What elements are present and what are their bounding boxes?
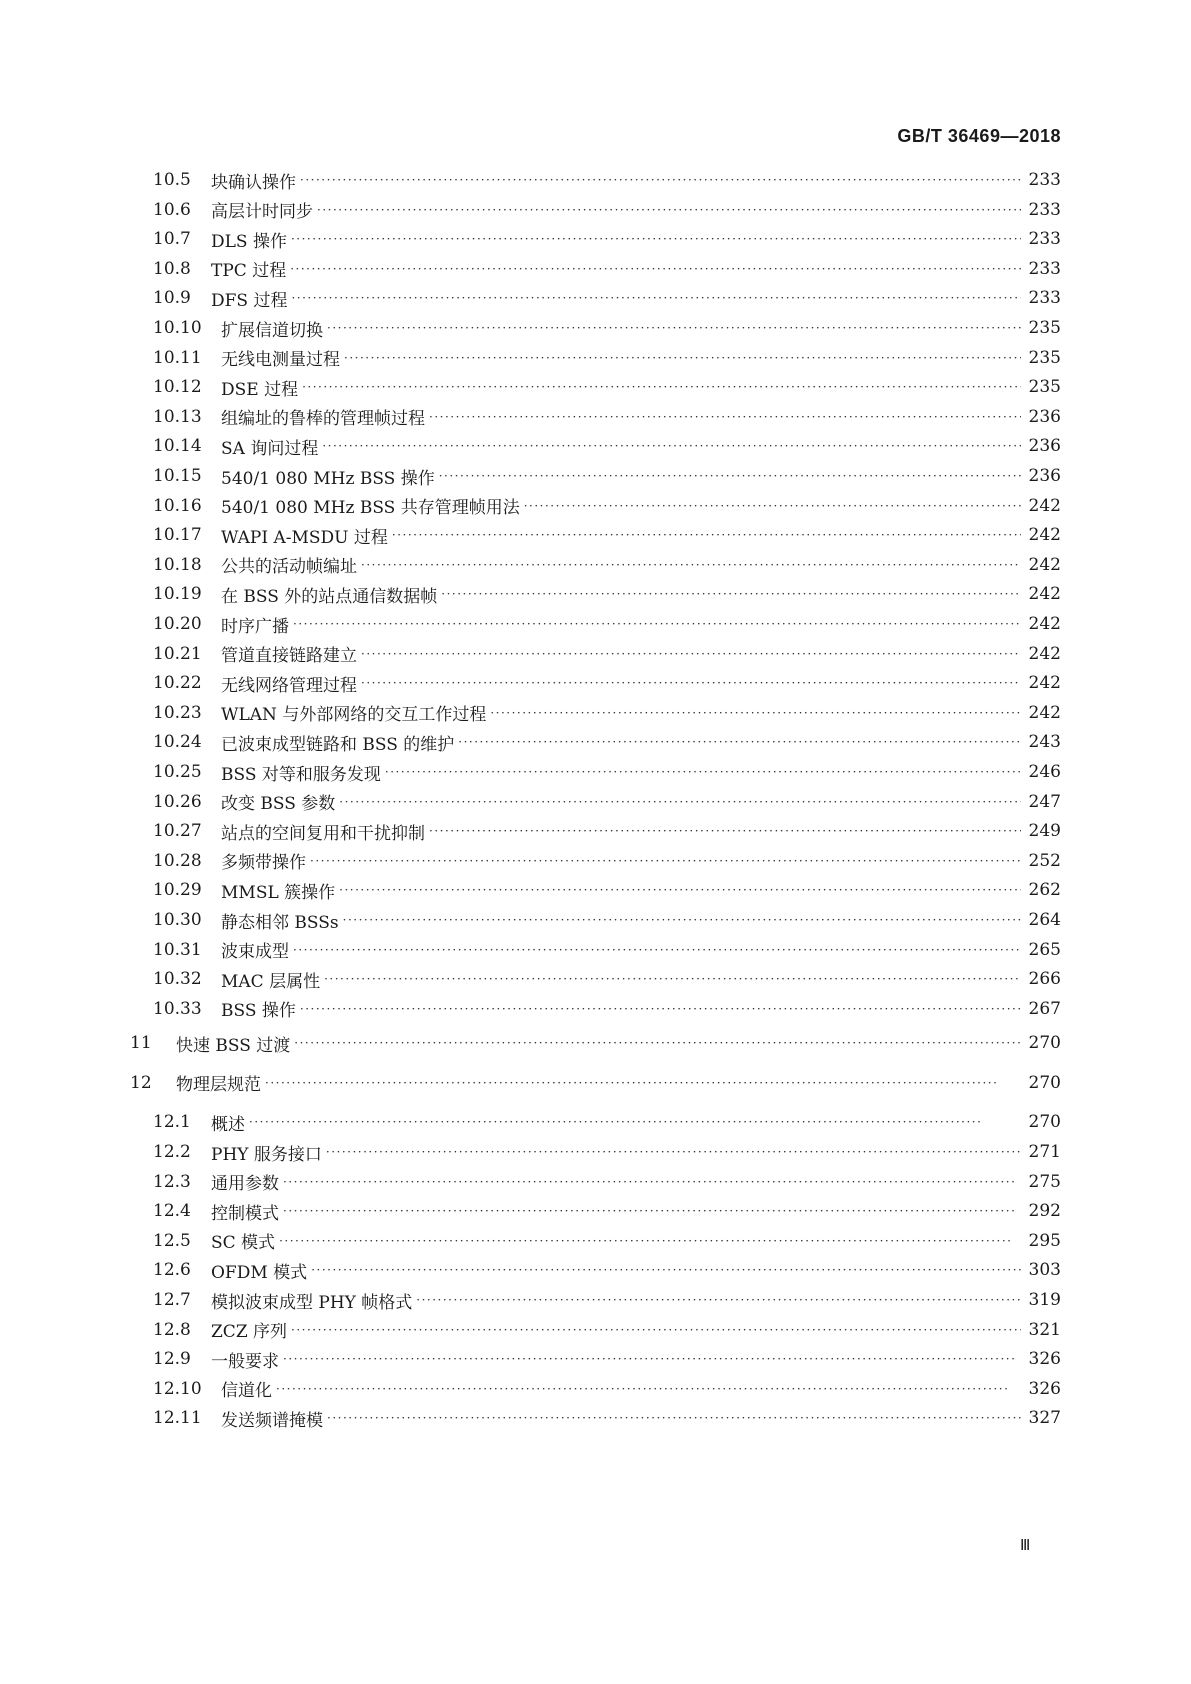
toc-entry[interactable] <box>153 700 1061 726</box>
toc-entry-title: 模拟波束成型 PHY 帧格式 <box>211 1292 413 1313</box>
toc-leader-dots <box>490 700 1021 726</box>
toc-entry-number: 10.30 <box>153 910 202 930</box>
toc-entry-title: PHY 服务接口 <box>211 1144 322 1165</box>
toc-entry-number: 12.7 <box>153 1290 191 1310</box>
toc-entry-number: 10.8 <box>153 258 191 279</box>
toc-entry[interactable] <box>153 789 1061 815</box>
toc-leader-dots <box>265 1070 1021 1096</box>
toc-entry[interactable] <box>153 1317 1061 1343</box>
toc-entry-number: 10.19 <box>153 584 202 605</box>
toc-entry-page: 242 <box>1028 614 1061 634</box>
toc-entry-page: 242 <box>1028 702 1061 723</box>
toc-entry-page: 242 <box>1028 495 1061 516</box>
toc-entry[interactable] <box>130 1030 1061 1056</box>
toc-entry[interactable] <box>153 937 1061 963</box>
toc-entry-title: 时序广播 <box>221 616 289 637</box>
toc-leader-dots <box>290 256 1021 282</box>
toc-leader-dots <box>392 522 1021 548</box>
page-number: Ⅲ <box>1020 1538 1031 1554</box>
toc-leader-dots <box>293 611 1021 637</box>
toc-leader-dots <box>327 315 1021 341</box>
toc-entry[interactable] <box>153 848 1061 874</box>
toc-entry-page: 262 <box>1028 880 1061 901</box>
toc-entry-number: 12.8 <box>153 1319 191 1340</box>
toc-entry[interactable] <box>153 197 1061 223</box>
toc-entry-page: 242 <box>1028 673 1061 694</box>
toc-entry[interactable] <box>153 966 1061 992</box>
toc-entry-number: 10.26 <box>153 791 202 812</box>
toc-entry[interactable] <box>153 552 1061 578</box>
toc-entry[interactable] <box>153 1169 1061 1195</box>
toc-entry-title: 公共的活动帧编址 <box>221 557 357 578</box>
toc-leader-dots <box>283 1169 1021 1195</box>
toc-leader-dots <box>429 818 1021 844</box>
toc-entry-page: 246 <box>1028 762 1061 782</box>
toc-entry-page: 242 <box>1028 554 1061 575</box>
toc-leader-dots <box>276 1376 1021 1402</box>
toc-entry-title: DFS 过程 <box>211 290 288 311</box>
toc-entry-title: 540/1 080 MHz BSS 共存管理帧用法 <box>221 498 520 519</box>
toc-entry-number: 10.31 <box>153 939 202 960</box>
toc-entry-page: 236 <box>1028 466 1061 486</box>
toc-entry-number: 10.22 <box>153 673 202 694</box>
toc-entry-title: WLAN 与外部网络的交互工作过程 <box>221 705 487 726</box>
toc-entry-title: 发送频谱掩模 <box>221 1410 323 1431</box>
toc-entry-title: 540/1 080 MHz BSS 操作 <box>221 468 435 489</box>
toc-entry[interactable] <box>153 759 1061 785</box>
toc-entry-page: 233 <box>1028 229 1061 250</box>
toc-entry-number: 10.33 <box>153 998 202 1019</box>
toc-entry-number: 10.17 <box>153 525 202 546</box>
toc-entry-title: MAC 层属性 <box>221 971 321 992</box>
toc-entry-title: 一般要求 <box>211 1351 279 1372</box>
toc-entry[interactable] <box>153 1139 1061 1165</box>
toc-entry-page: 249 <box>1028 821 1061 842</box>
toc-entry-number: 10.5 <box>153 170 191 190</box>
toc-entry-page: 266 <box>1028 969 1061 990</box>
toc-entry-page: 321 <box>1028 1319 1061 1340</box>
toc-entry-page: 319 <box>1028 1290 1061 1310</box>
toc-leader-dots <box>324 966 1021 992</box>
toc-leader-dots <box>291 285 1021 311</box>
toc-entry[interactable] <box>153 581 1061 607</box>
toc-entry-number: 10.7 <box>153 229 191 250</box>
toc-entry-title: 概述 <box>211 1114 245 1135</box>
toc-leader-dots <box>524 493 1021 519</box>
toc-entry-page: 271 <box>1028 1142 1061 1162</box>
toc-entry-page: 270 <box>1028 1072 1061 1093</box>
toc-entry-title: 扩展信道切换 <box>221 320 323 341</box>
toc-entry[interactable] <box>153 907 1061 933</box>
toc-leader-dots <box>361 670 1021 696</box>
toc-entry-page: 265 <box>1028 939 1061 960</box>
toc-entry-number: 10.14 <box>153 436 202 457</box>
toc-leader-dots <box>317 197 1021 223</box>
toc-leader-dots <box>327 1405 1021 1431</box>
toc-entry-page: 295 <box>1028 1230 1061 1251</box>
toc-leader-dots <box>385 759 1021 785</box>
toc-entry-page: 292 <box>1028 1201 1061 1222</box>
toc-entry-title: DLS 操作 <box>211 231 287 252</box>
toc-entry[interactable] <box>153 374 1061 400</box>
toc-entry-title: 改变 BSS 参数 <box>221 794 336 815</box>
toc-leader-dots <box>339 877 1021 903</box>
document-standard-number: GB/T 36469—2018 <box>897 126 1061 146</box>
toc-entry-title: ZCZ 序列 <box>211 1322 288 1343</box>
toc-leader-dots <box>441 581 1021 607</box>
toc-entry[interactable] <box>153 404 1061 430</box>
toc-entry-page: 242 <box>1028 525 1061 546</box>
toc-entry-title: 组编址的鲁棒的管理帧过程 <box>221 409 425 430</box>
toc-leader-dots <box>344 345 1021 371</box>
toc-entry-page: 327 <box>1028 1408 1061 1429</box>
toc-entry[interactable] <box>153 522 1061 548</box>
toc-entry-title: BSS 操作 <box>221 1001 296 1022</box>
toc-entry-number: 10.27 <box>153 821 202 842</box>
toc-entry-title: TPC 过程 <box>211 261 287 282</box>
toc-entry-title: 快速 BSS 过渡 <box>176 1035 291 1056</box>
toc-entry[interactable] <box>153 226 1061 252</box>
toc-leader-dots <box>310 848 1021 874</box>
toc-entry-number: 10.18 <box>153 554 202 575</box>
toc-entry-page: 303 <box>1028 1260 1061 1281</box>
toc-entry-number: 10.25 <box>153 762 202 782</box>
toc-entry-number: 11 <box>130 1033 152 1054</box>
toc-entry-number: 10.15 <box>153 466 202 486</box>
toc-entry-number: 10.16 <box>153 495 202 516</box>
toc-entry-title: MMSL 簇操作 <box>221 882 336 903</box>
toc-entry-number: 10.32 <box>153 969 202 990</box>
toc-leader-dots <box>291 226 1021 252</box>
toc-entry-number: 12.3 <box>153 1171 191 1192</box>
toc-entry-number: 12.2 <box>153 1142 191 1162</box>
toc-entry-page: 270 <box>1028 1033 1061 1054</box>
toc-entry-title: 管道直接链路建立 <box>221 646 357 667</box>
toc-entry[interactable] <box>153 167 1061 193</box>
toc-entry[interactable] <box>153 818 1061 844</box>
toc-entry-number: 10.11 <box>153 347 202 368</box>
toc-leader-dots <box>283 1198 1021 1224</box>
toc-leader-dots <box>302 374 1021 400</box>
toc-leader-dots <box>291 1317 1021 1343</box>
toc-entry-title: SC 模式 <box>211 1233 276 1254</box>
toc-entry-title: SA 询问过程 <box>221 438 319 459</box>
toc-entry-title: 站点的空间复用和干扰抑制 <box>221 823 425 844</box>
toc-entry-number: 12 <box>130 1072 152 1093</box>
toc-entry-title: 无线电测量过程 <box>221 350 340 371</box>
toc-leader-dots <box>249 1109 1021 1135</box>
toc-entry[interactable] <box>153 433 1061 459</box>
toc-entry-page: 252 <box>1028 850 1061 871</box>
toc-entry-page: 235 <box>1028 347 1061 368</box>
toc-leader-dots <box>439 463 1021 489</box>
toc-entry-title: 块确认操作 <box>211 172 296 193</box>
toc-entry-title: 无线网络管理过程 <box>221 675 357 696</box>
toc-entry-number: 12.10 <box>153 1378 202 1399</box>
toc-leader-dots <box>458 729 1021 755</box>
toc-entry-page: 270 <box>1028 1112 1061 1133</box>
toc-entry-page: 326 <box>1028 1349 1061 1370</box>
toc-entry-number: 12.1 <box>153 1112 191 1133</box>
toc-entry-page: 247 <box>1028 791 1061 812</box>
toc-entry-title: 多频带操作 <box>221 853 306 874</box>
toc-entry-title: 通用参数 <box>211 1174 279 1195</box>
toc-leader-dots <box>279 1228 1021 1254</box>
toc-entry[interactable] <box>153 1109 1061 1135</box>
toc-entry-number: 10.29 <box>153 880 202 901</box>
toc-entry-title: 高层计时同步 <box>211 202 313 223</box>
toc-entry-number: 12.11 <box>153 1408 202 1429</box>
toc-entry-title: WAPI A-MSDU 过程 <box>221 527 388 548</box>
toc-entry[interactable] <box>153 315 1061 341</box>
toc-leader-dots <box>293 937 1021 963</box>
toc-entry-title: 物理层规范 <box>176 1075 261 1096</box>
toc-entry-page: 264 <box>1028 910 1061 930</box>
toc-entry-page: 236 <box>1028 406 1061 427</box>
toc-entry-title: BSS 对等和服务发现 <box>221 764 381 785</box>
toc-entry-page: 243 <box>1028 732 1061 753</box>
toc-leader-dots <box>361 552 1021 578</box>
toc-entry-number: 10.9 <box>153 288 191 309</box>
toc-entry-page: 233 <box>1028 170 1061 190</box>
toc-entry-number: 10.10 <box>153 318 202 338</box>
toc-entry-number: 10.20 <box>153 614 202 634</box>
toc-entry-title: DSE 过程 <box>221 379 299 400</box>
toc-entry-number: 10.12 <box>153 377 202 398</box>
toc-leader-dots <box>343 907 1021 933</box>
toc-entry-page: 242 <box>1028 584 1061 605</box>
toc-leader-dots <box>361 641 1021 667</box>
toc-entry[interactable] <box>153 641 1061 667</box>
toc-entry-title: OFDM 模式 <box>211 1262 308 1283</box>
toc-entry[interactable] <box>153 463 1061 489</box>
toc-entry[interactable] <box>153 729 1061 755</box>
toc-entry[interactable] <box>130 1070 1061 1096</box>
toc-entry-title: 信道化 <box>221 1381 272 1402</box>
toc-entry[interactable] <box>153 1346 1061 1372</box>
toc-entry-number: 10.24 <box>153 732 202 753</box>
toc-leader-dots <box>326 1139 1021 1165</box>
toc-leader-dots <box>300 996 1021 1022</box>
toc-entry-number: 12.5 <box>153 1230 191 1251</box>
toc-leader-dots <box>339 789 1021 815</box>
toc-entry-number: 10.23 <box>153 702 202 723</box>
toc-entry[interactable] <box>153 1228 1061 1254</box>
toc-entry-page: 233 <box>1028 199 1061 220</box>
toc-entry-page: 275 <box>1028 1171 1061 1192</box>
toc-entry[interactable] <box>153 996 1061 1022</box>
toc-entry[interactable] <box>153 670 1061 696</box>
toc-entry[interactable] <box>153 345 1061 371</box>
toc-entry-number: 12.9 <box>153 1349 191 1370</box>
toc-entry-page: 267 <box>1028 998 1061 1019</box>
toc-entry[interactable] <box>153 877 1061 903</box>
toc-leader-dots <box>283 1346 1021 1372</box>
toc-entry[interactable] <box>153 1287 1061 1313</box>
toc-entry-number: 10.21 <box>153 643 202 664</box>
toc-entry-page: 235 <box>1028 318 1061 338</box>
toc-entry-page: 326 <box>1028 1378 1061 1399</box>
toc-entry[interactable] <box>153 611 1061 637</box>
toc-leader-dots <box>322 433 1021 459</box>
toc-entry-page: 242 <box>1028 643 1061 664</box>
toc-entry-page: 233 <box>1028 258 1061 279</box>
toc-entry-page: 233 <box>1028 288 1061 309</box>
toc-entry-number: 12.6 <box>153 1260 191 1281</box>
toc-entry-page: 235 <box>1028 377 1061 398</box>
toc-leader-dots <box>416 1287 1021 1313</box>
toc-entry[interactable] <box>153 1405 1061 1431</box>
toc-entry-title: 静态相邻 BSSs <box>221 912 339 933</box>
toc-entry[interactable] <box>153 493 1061 519</box>
toc-leader-dots <box>429 404 1021 430</box>
toc-entry[interactable] <box>153 256 1061 282</box>
toc-entry-number: 10.28 <box>153 850 202 871</box>
toc-entry[interactable] <box>153 1257 1061 1283</box>
toc-leader-dots <box>311 1257 1021 1283</box>
toc-entry[interactable] <box>153 1376 1061 1402</box>
toc-leader-dots <box>300 167 1021 193</box>
toc-entry-title: 在 BSS 外的站点通信数据帧 <box>221 586 438 607</box>
toc-leader-dots <box>294 1030 1021 1056</box>
toc-entry[interactable] <box>153 285 1061 311</box>
toc-entry-number: 10.13 <box>153 406 202 427</box>
toc-entry[interactable] <box>153 1198 1061 1224</box>
toc-entry-page: 236 <box>1028 436 1061 457</box>
toc-entry-title: 控制模式 <box>211 1203 279 1224</box>
toc-entry-title: 已波束成型链路和 BSS 的维护 <box>221 734 455 755</box>
toc-entry-title: 波束成型 <box>221 942 289 963</box>
toc-entry-number: 10.6 <box>153 199 191 220</box>
toc-entry-number: 12.4 <box>153 1201 191 1222</box>
